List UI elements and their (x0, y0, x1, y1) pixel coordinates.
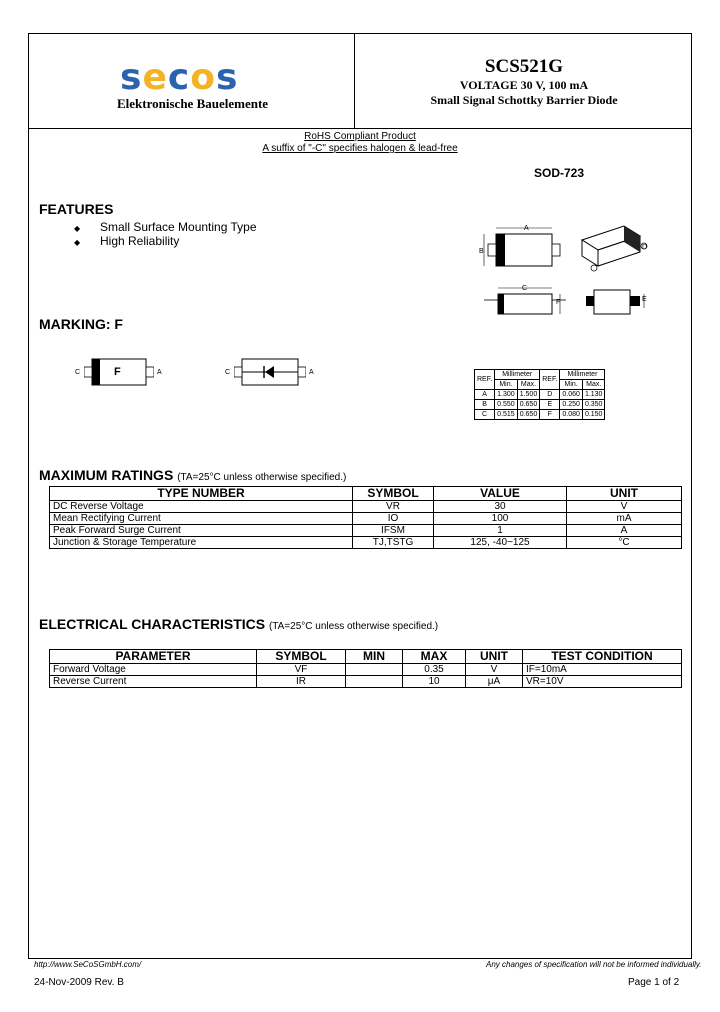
table-cell (346, 664, 403, 676)
table-cell: °C (567, 537, 682, 549)
dim-sub-min: Min. (495, 380, 518, 390)
dim-label-a: A (524, 225, 529, 232)
dim-label-c: C (522, 285, 528, 292)
diode-symbol-drawing (234, 357, 306, 387)
table-row (50, 537, 682, 549)
max-ratings-table (49, 486, 682, 549)
table-cell: 10 (403, 676, 466, 688)
electrical-note: (TA=25°C unless otherwise specified.) (268, 621, 439, 632)
dim-cell: 0.515 (495, 410, 518, 420)
symbol-cathode-label: C (225, 369, 231, 376)
table-cell: VF (257, 664, 346, 676)
marking-title: MARKING: F (39, 316, 123, 332)
dim-cell: 0.250 (560, 400, 583, 410)
col-max: MAX (403, 650, 466, 664)
dim-cell: E (540, 400, 560, 410)
dim-row (475, 410, 605, 420)
features-title: FEATURES (39, 201, 114, 217)
table-cell: VR (353, 501, 434, 513)
cathode-label: C (75, 369, 81, 376)
feature-item: ◆ Small Surface Mounting Type (74, 220, 257, 234)
dim-label-d: D (642, 244, 648, 251)
table-cell: 30 (434, 501, 567, 513)
dimension-table (474, 369, 605, 420)
part-description: Small Signal Schottky Barrier Diode (430, 93, 618, 107)
col-parameter: PARAMETER (50, 650, 257, 664)
rohs-line1: RoHS Compliant Product (304, 131, 416, 142)
table-row (50, 664, 682, 676)
dim-header-mm: Millimeter (495, 370, 540, 380)
package-outline-drawing (474, 218, 664, 326)
table-cell: IF=10mA (523, 664, 682, 676)
dim-cell: 0.150 (582, 410, 605, 420)
package-name: SOD-723 (534, 166, 585, 180)
col-test-condition: TEST CONDITION (523, 650, 682, 664)
footer-url[interactable]: http://www.SeCoSGmbH.com/ (34, 960, 142, 969)
dim-header-ref: REF. (475, 370, 495, 390)
table-cell: IFSM (353, 525, 434, 537)
table-cell: Junction & Storage Temperature (50, 537, 353, 549)
dim-cell: B (475, 400, 495, 410)
voltage-line: VOLTAGE 30 V, 100 mA (459, 78, 589, 92)
table-cell: TJ,TSTG (353, 537, 434, 549)
footer-notice: Any changes of specification will not be informed individually. (486, 960, 702, 969)
col-unit: UNIT (567, 487, 682, 501)
table-cell: VR=10V (523, 676, 682, 688)
table-cell: Peak Forward Surge Current (50, 525, 353, 537)
table-cell (346, 676, 403, 688)
electrical-title: ELECTRICAL CHARACTERISTICS (TA=25°C unless otherwise specified.) (39, 616, 439, 632)
revision-date: 24-Nov-2009 Rev. B (34, 977, 124, 988)
header-split (354, 33, 355, 129)
dim-label-f: F (556, 299, 561, 306)
table-row (50, 525, 682, 537)
dim-cell: 1.130 (582, 390, 605, 400)
page-number: Page 1 of 2 (628, 977, 680, 988)
marking-letter: F (114, 366, 121, 378)
dim-sub-max: Max. (517, 380, 540, 390)
max-ratings-title: MAXIMUM RATINGS (TA=25°C unless otherwise specified.) (39, 467, 347, 483)
dim-cell: 0.650 (517, 410, 540, 420)
table-cell: μA (466, 676, 523, 688)
dim-cell: 0.550 (495, 400, 518, 410)
dim-label-b: B (479, 248, 484, 255)
table-cell: A (567, 525, 682, 537)
dim-cell: 0.650 (517, 400, 540, 410)
col-min: MIN (346, 650, 403, 664)
table-cell: 125, -40~125 (434, 537, 567, 549)
table-cell: V (466, 664, 523, 676)
col-symbol: SYMBOL (257, 650, 346, 664)
col-symbol: SYMBOL (353, 487, 434, 501)
table-row (50, 501, 682, 513)
dim-cell: C (475, 410, 495, 420)
col-type-number: TYPE NUMBER (50, 487, 353, 501)
table-cell: DC Reverse Voltage (50, 501, 353, 513)
logo-subtitle: Elektronische Bauelemente (117, 96, 269, 111)
table-cell: Forward Voltage (50, 664, 257, 676)
dim-cell: 0.060 (560, 390, 583, 400)
dim-cell: F (540, 410, 560, 420)
rohs-line2: A suffix of "-C" specifies halogen & lead-free (262, 143, 458, 154)
feature-item: ◆ High Reliability (74, 234, 180, 248)
max-ratings-note: (TA=25°C unless otherwise specified.) (177, 472, 347, 483)
table-cell: V (567, 501, 682, 513)
dim-cell: D (540, 390, 560, 400)
dim-sub-max: Max. (582, 380, 605, 390)
dim-cell: 1.500 (517, 390, 540, 400)
col-value: VALUE (434, 487, 567, 501)
table-cell: IO (353, 513, 434, 525)
table-cell: Reverse Current (50, 676, 257, 688)
dim-label-e: E (642, 296, 647, 303)
dim-header-mm: Millimeter (560, 370, 605, 380)
secos-logo: secos (120, 57, 239, 98)
header-divider (28, 128, 692, 129)
dim-sub-min: Min. (560, 380, 583, 390)
electrical-table (49, 649, 682, 688)
table-cell: 0.35 (403, 664, 466, 676)
table-cell: 100 (434, 513, 567, 525)
dim-header-ref: REF. (540, 370, 560, 390)
dim-cell: A (475, 390, 495, 400)
col-unit: UNIT (466, 650, 523, 664)
part-number: SCS521G (484, 56, 564, 77)
table-cell: IR (257, 676, 346, 688)
table-cell: 1 (434, 525, 567, 537)
table-cell: Mean Rectifying Current (50, 513, 353, 525)
dim-row (475, 400, 605, 410)
dim-cell: 0.350 (582, 400, 605, 410)
table-row (50, 676, 682, 688)
table-row (50, 513, 682, 525)
symbol-anode-label: A (309, 369, 314, 376)
dim-row (475, 390, 605, 400)
dim-cell: 1.300 (495, 390, 518, 400)
table-cell: mA (567, 513, 682, 525)
anode-label: A (157, 369, 162, 376)
dim-cell: 0.080 (560, 410, 583, 420)
